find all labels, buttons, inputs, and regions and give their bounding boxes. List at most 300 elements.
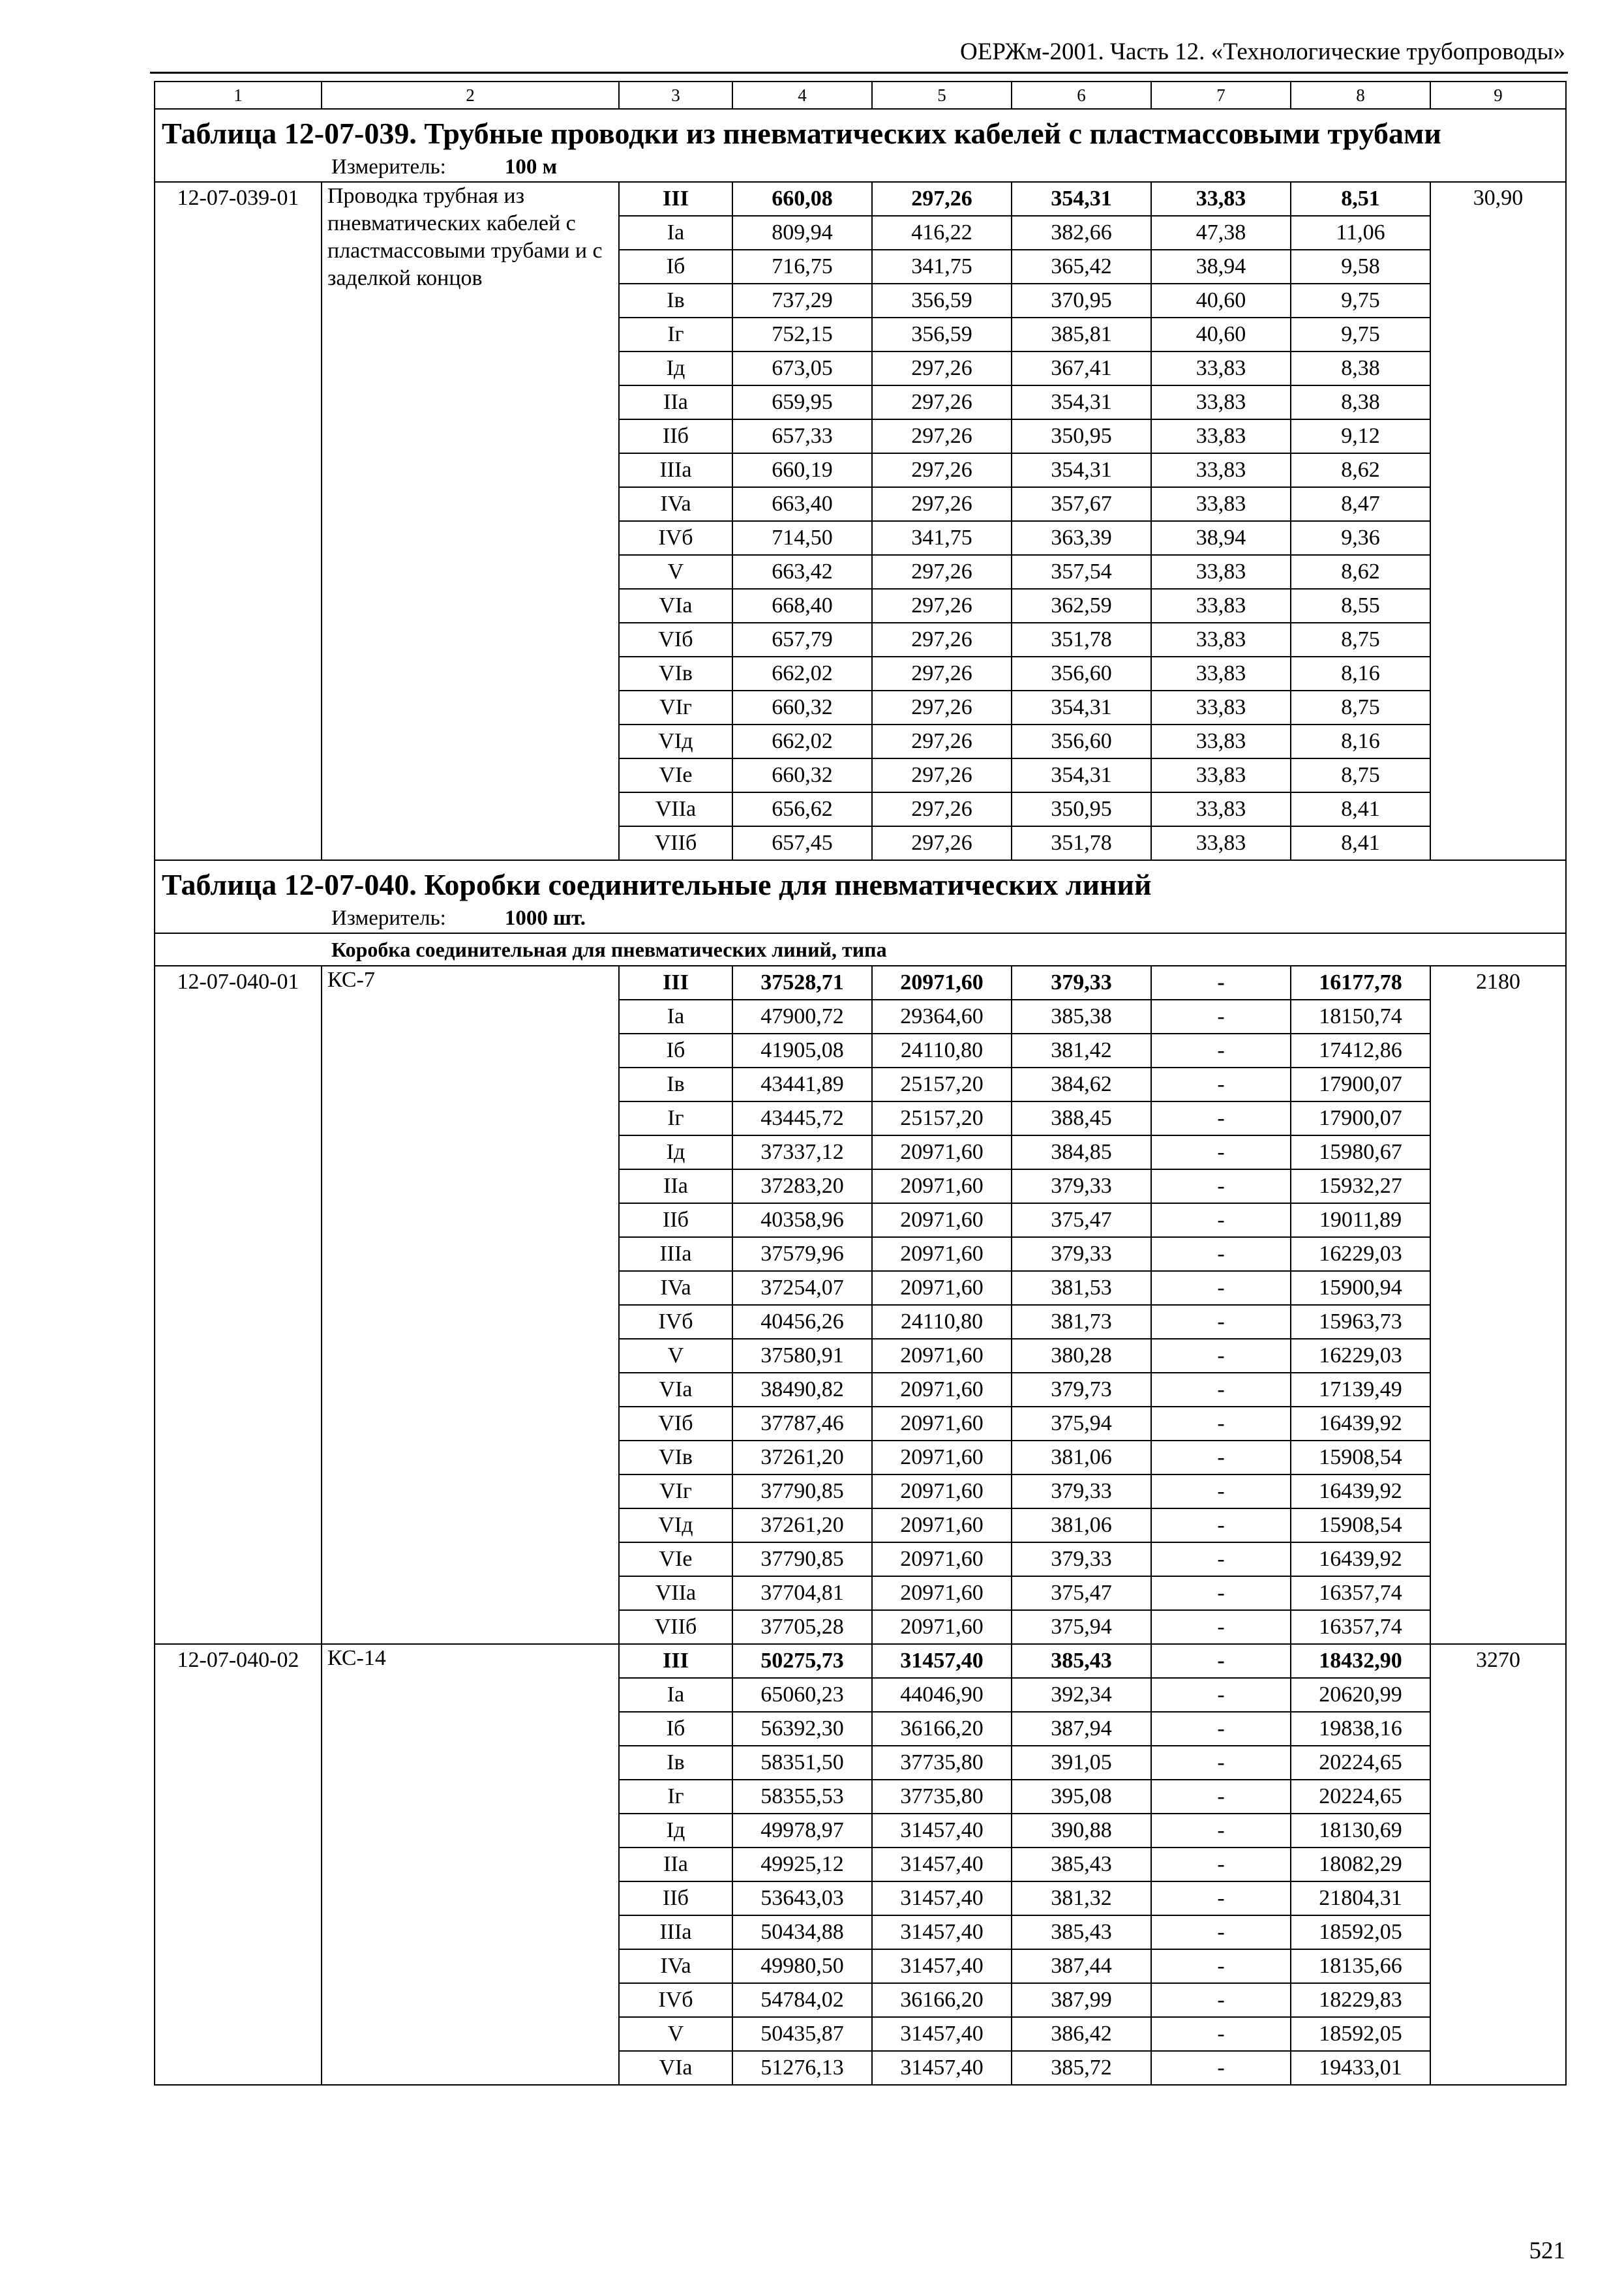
column-numbers-row (155, 82, 1566, 109)
table-cell: 297,26 (872, 419, 1012, 453)
table-cell: - (1151, 1848, 1291, 1881)
table-cell: - (1151, 1508, 1291, 1542)
page-number: 521 (1529, 2237, 1565, 2264)
table-cell: - (1151, 1983, 1291, 2017)
table-cell: 31457,40 (872, 1881, 1012, 1915)
table-cell: 33,83 (1151, 589, 1291, 623)
table-cell: VIв (619, 657, 732, 691)
table-cell: 668,40 (732, 589, 872, 623)
table-cell: 20971,60 (872, 1542, 1012, 1576)
table-cell: 657,45 (732, 826, 872, 860)
table-cell: VIд (619, 1508, 732, 1542)
table-cell: - (1151, 1169, 1291, 1203)
table-cell: 8,38 (1291, 385, 1430, 419)
table-cell: 25157,20 (872, 1101, 1012, 1135)
table-cell: 297,26 (872, 691, 1012, 725)
table-cell: 37283,20 (732, 1169, 872, 1203)
table-cell: - (1151, 1101, 1291, 1135)
table-cell: VIa (619, 1373, 732, 1407)
table-title-row (155, 860, 1566, 904)
table-cell: 18229,83 (1291, 1983, 1430, 2017)
table-cell: 20620,99 (1291, 1678, 1430, 1712)
table-cell: 16357,74 (1291, 1610, 1430, 1644)
table-cell: 16229,03 (1291, 1237, 1430, 1271)
table-cell: IIa (619, 385, 732, 419)
table-cell: Iв (619, 284, 732, 318)
table-cell: 385,43 (1012, 1848, 1151, 1881)
table-cell: 19838,16 (1291, 1712, 1430, 1746)
table-cell: Iб (619, 250, 732, 284)
table-cell: 384,85 (1012, 1135, 1151, 1169)
table-cell: 8,75 (1291, 623, 1430, 657)
table-cell: 350,95 (1012, 792, 1151, 826)
table-cell: 381,73 (1012, 1305, 1151, 1339)
table-cell: 20971,60 (872, 1271, 1012, 1305)
table-cell: 21804,31 (1291, 1881, 1430, 1915)
table-cell: 40456,26 (732, 1305, 872, 1339)
table-cell: Iв (619, 1746, 732, 1780)
table-cell: 18135,66 (1291, 1949, 1430, 1983)
table-cell: 37735,80 (872, 1746, 1012, 1780)
table-cell: 357,54 (1012, 555, 1151, 589)
table-cell: 382,66 (1012, 216, 1151, 250)
table-cell: Iд (619, 352, 732, 385)
group-label: Коробка соединительная для пневматических линий, типа (155, 933, 1566, 966)
table-cell: 416,22 (872, 216, 1012, 250)
table-cell: 8,55 (1291, 589, 1430, 623)
table-cell: 381,42 (1012, 1034, 1151, 1068)
unit-label: Измеритель: (331, 906, 446, 930)
rate-code: 12-07-039-01 (155, 182, 322, 860)
table-cell: 297,26 (872, 758, 1012, 792)
table-cell: 11,06 (1291, 216, 1430, 250)
table-cell: Iб (619, 1034, 732, 1068)
rate-name: КС-7 (322, 966, 619, 1644)
table-cell: 16439,92 (1291, 1542, 1430, 1576)
rate-name: Проводка трубная из пневматических кабелей с пластмассовыми трубами и с заделкой концов (322, 182, 619, 860)
table-cell: 29364,60 (872, 1000, 1012, 1034)
table-cell: 50434,88 (732, 1915, 872, 1949)
table-cell: IIб (619, 1203, 732, 1237)
table-cell: IVa (619, 1949, 732, 1983)
table-cell: 24110,80 (872, 1034, 1012, 1068)
table-cell: 379,33 (1012, 1169, 1151, 1203)
table-cell: 9,75 (1291, 318, 1430, 352)
table-cell: IIa (619, 1848, 732, 1881)
table-cell: 663,40 (732, 487, 872, 521)
table-cell: 20971,60 (872, 1339, 1012, 1373)
table-cell: 297,26 (872, 352, 1012, 385)
table-cell: VIIa (619, 1576, 732, 1610)
table-cell: 20971,60 (872, 1576, 1012, 1610)
table-cell: VIe (619, 758, 732, 792)
table-cell: 380,28 (1012, 1339, 1151, 1373)
table-cell: 20971,60 (872, 1135, 1012, 1169)
table-cell: 370,95 (1012, 284, 1151, 318)
table-cell: 15980,67 (1291, 1135, 1430, 1169)
table-cell: 41905,08 (732, 1034, 872, 1068)
table-cell: 37580,91 (732, 1339, 872, 1373)
table-cell: 65060,23 (732, 1678, 872, 1712)
table-cell: 385,43 (1012, 1915, 1151, 1949)
column-number: 4 (732, 82, 872, 109)
table-cell: 8,75 (1291, 691, 1430, 725)
table-cell: 18432,90 (1291, 1644, 1430, 1678)
table-cell: Iг (619, 1780, 732, 1814)
table-cell: - (1151, 1576, 1291, 1610)
table-cell: 31457,40 (872, 1949, 1012, 1983)
table-cell: 8,62 (1291, 555, 1430, 589)
table-cell: - (1151, 1339, 1291, 1373)
table-cell: 737,29 (732, 284, 872, 318)
table-cell: 33,83 (1151, 419, 1291, 453)
table-cell: IIa (619, 1169, 732, 1203)
table-cell: IVб (619, 1305, 732, 1339)
table-cell: III (619, 966, 732, 1000)
table-cell: Iб (619, 1712, 732, 1746)
table-cell: 15963,73 (1291, 1305, 1430, 1339)
table-cell: 18592,05 (1291, 2017, 1430, 2051)
table-row (155, 1644, 1566, 1678)
table-cell: - (1151, 1678, 1291, 1712)
table-cell: 20971,60 (872, 1237, 1012, 1271)
table-cell: 53643,03 (732, 1881, 872, 1915)
table-cell: 33,83 (1151, 826, 1291, 860)
table-cell: 387,99 (1012, 1983, 1151, 2017)
table-title-row (155, 109, 1566, 153)
table-cell: 58351,50 (732, 1746, 872, 1780)
table-cell: 809,94 (732, 216, 872, 250)
table-cell: VIa (619, 2051, 732, 2085)
table-cell: - (1151, 1780, 1291, 1814)
table-cell: 43445,72 (732, 1101, 872, 1135)
table-cell: 660,08 (732, 182, 872, 216)
table-cell: 379,73 (1012, 1373, 1151, 1407)
column-number: 8 (1291, 82, 1430, 109)
table-cell: 25157,20 (872, 1068, 1012, 1101)
table-cell: - (1151, 1000, 1291, 1034)
table-cell: 392,34 (1012, 1678, 1151, 1712)
header-rule (150, 72, 1568, 74)
table-cell: 395,08 (1012, 1780, 1151, 1814)
table-cell: - (1151, 1135, 1291, 1169)
table-cell: 19433,01 (1291, 2051, 1430, 2085)
table-cell: 37790,85 (732, 1474, 872, 1508)
table-cell: VIIб (619, 826, 732, 860)
table-cell: 31457,40 (872, 1814, 1012, 1848)
table-cell: 56392,30 (732, 1712, 872, 1746)
table-cell: 20971,60 (872, 1610, 1012, 1644)
table-cell: 714,50 (732, 521, 872, 555)
table-cell: 657,79 (732, 623, 872, 657)
rates-table (154, 81, 1567, 2086)
table-cell: 31457,40 (872, 2017, 1012, 2051)
table-cell: 656,62 (732, 792, 872, 826)
table-cell: 20971,60 (872, 1203, 1012, 1237)
table-cell: 17412,86 (1291, 1034, 1430, 1068)
table-cell: 31457,40 (872, 1644, 1012, 1678)
table-cell: 17900,07 (1291, 1101, 1430, 1135)
table-cell: 354,31 (1012, 385, 1151, 419)
table-cell: 297,26 (872, 385, 1012, 419)
table-cell: 19011,89 (1291, 1203, 1430, 1237)
table-cell: 37704,81 (732, 1576, 872, 1610)
table-cell: IIб (619, 1881, 732, 1915)
table-cell: - (1151, 2017, 1291, 2051)
table-cell: 381,53 (1012, 1271, 1151, 1305)
table-cell: IIб (619, 419, 732, 453)
table-cell: 20224,65 (1291, 1746, 1430, 1780)
table-cell: 660,32 (732, 758, 872, 792)
table-cell: 8,62 (1291, 453, 1430, 487)
table-cell: 363,39 (1012, 521, 1151, 555)
table-cell: 8,41 (1291, 792, 1430, 826)
table-cell: 33,83 (1151, 487, 1291, 521)
table-cell: 354,31 (1012, 758, 1151, 792)
rate-name: КС-14 (322, 1644, 619, 2085)
table-cell: 33,83 (1151, 385, 1291, 419)
unit-line (155, 904, 1566, 933)
table-cell: Iд (619, 1814, 732, 1848)
table-cell: 379,33 (1012, 1542, 1151, 1576)
table-cell: VIб (619, 623, 732, 657)
table-cell: 20971,60 (872, 1508, 1012, 1542)
table-cell: 20971,60 (872, 966, 1012, 1000)
table-cell: 660,19 (732, 453, 872, 487)
table-cell: 33,83 (1151, 352, 1291, 385)
column-number: 3 (619, 82, 732, 109)
table-cell: 51276,13 (732, 2051, 872, 2085)
table-cell: 8,16 (1291, 657, 1430, 691)
table-cell: 297,26 (872, 555, 1012, 589)
table-cell: 660,32 (732, 691, 872, 725)
table-cell: 297,26 (872, 623, 1012, 657)
rate-last-value: 2180 (1430, 966, 1566, 1644)
table-cell: - (1151, 1441, 1291, 1474)
table-title: Таблица 12-07-039. Трубные проводки из пневматических кабелей с пластмассовыми трубами (155, 109, 1566, 153)
table-cell: 384,62 (1012, 1068, 1151, 1101)
table-cell: 297,26 (872, 487, 1012, 521)
table-cell: Ia (619, 1678, 732, 1712)
table-cell: V (619, 2017, 732, 2051)
unit-label: Измеритель: (331, 155, 446, 179)
table-cell: - (1151, 1915, 1291, 1949)
table-cell: 354,31 (1012, 182, 1151, 216)
table-cell: 49925,12 (732, 1848, 872, 1881)
table-cell: - (1151, 1474, 1291, 1508)
table-cell: 385,72 (1012, 2051, 1151, 2085)
table-cell: 40,60 (1151, 318, 1291, 352)
table-cell: Ia (619, 1000, 732, 1034)
table-cell: 36166,20 (872, 1983, 1012, 2017)
table-cell: 15932,27 (1291, 1169, 1430, 1203)
table-cell: III (619, 1644, 732, 1678)
table-cell: 40,60 (1151, 284, 1291, 318)
table-cell: 36166,20 (872, 1712, 1012, 1746)
table-cell: 50275,73 (732, 1644, 872, 1678)
group-row (155, 933, 1566, 966)
table-cell: IVб (619, 521, 732, 555)
table-cell: 33,83 (1151, 691, 1291, 725)
table-cell: 18082,29 (1291, 1848, 1430, 1881)
table-cell: 356,60 (1012, 725, 1151, 758)
column-number: 6 (1012, 82, 1151, 109)
table-cell: VIд (619, 725, 732, 758)
table-cell: 381,32 (1012, 1881, 1151, 1915)
table-cell: 33,83 (1151, 792, 1291, 826)
table-cell: 24110,80 (872, 1305, 1012, 1339)
table-cell: 37705,28 (732, 1610, 872, 1644)
table-cell: 16439,92 (1291, 1407, 1430, 1441)
table-cell: 18150,74 (1291, 1000, 1430, 1034)
table-cell: - (1151, 1881, 1291, 1915)
table-cell: 8,47 (1291, 487, 1430, 521)
table-cell: 20971,60 (872, 1441, 1012, 1474)
table-cell: 20224,65 (1291, 1780, 1430, 1814)
table-cell: 37735,80 (872, 1780, 1012, 1814)
table-cell: 18592,05 (1291, 1915, 1430, 1949)
running-header: ОЕРЖм-2001. Часть 12. «Технологические трубопроводы» (960, 38, 1565, 65)
table-cell: Iд (619, 1135, 732, 1169)
table-cell: 15900,94 (1291, 1271, 1430, 1305)
table-cell: 37261,20 (732, 1508, 872, 1542)
table-cell: IIIa (619, 453, 732, 487)
table-cell: IVб (619, 1983, 732, 2017)
table-cell: - (1151, 1814, 1291, 1848)
table-cell: 341,75 (872, 521, 1012, 555)
table-cell: 752,15 (732, 318, 872, 352)
table-cell: 385,81 (1012, 318, 1151, 352)
table-cell: 37337,12 (732, 1135, 872, 1169)
table-cell: 391,05 (1012, 1746, 1151, 1780)
table-cell: 20971,60 (872, 1474, 1012, 1508)
column-number: 1 (155, 82, 322, 109)
table-cell: 716,75 (732, 250, 872, 284)
table-cell: 58355,53 (732, 1780, 872, 1814)
table-body (155, 82, 1566, 2085)
table-cell: 662,02 (732, 657, 872, 691)
table-cell: 33,83 (1151, 725, 1291, 758)
table-cell: VIг (619, 691, 732, 725)
table-cell: 385,43 (1012, 1644, 1151, 1678)
table-cell: 38,94 (1151, 521, 1291, 555)
table-cell: 8,16 (1291, 725, 1430, 758)
table-cell: 38490,82 (732, 1373, 872, 1407)
table-cell: 15908,54 (1291, 1441, 1430, 1474)
table-cell: 351,78 (1012, 826, 1151, 860)
table-cell: - (1151, 1271, 1291, 1305)
table-cell: 20971,60 (872, 1407, 1012, 1441)
table-cell: Iв (619, 1068, 732, 1101)
table-cell: 367,41 (1012, 352, 1151, 385)
table-cell: VIг (619, 1474, 732, 1508)
table-cell: 351,78 (1012, 623, 1151, 657)
table-cell: 375,47 (1012, 1203, 1151, 1237)
table-cell: 31457,40 (872, 1915, 1012, 1949)
table-cell: 385,38 (1012, 1000, 1151, 1034)
table-cell: 388,45 (1012, 1101, 1151, 1135)
rate-code: 12-07-040-02 (155, 1644, 322, 2085)
table-cell: - (1151, 1949, 1291, 1983)
table-cell: VIIб (619, 1610, 732, 1644)
table-cell: 8,51 (1291, 182, 1430, 216)
table-cell: 31457,40 (872, 2051, 1012, 2085)
table-cell: - (1151, 966, 1291, 1000)
table-cell: - (1151, 1034, 1291, 1068)
table-cell: 297,26 (872, 826, 1012, 860)
table-cell: 356,59 (872, 318, 1012, 352)
table-cell: 297,26 (872, 657, 1012, 691)
column-number: 5 (872, 82, 1012, 109)
table-cell: VIб (619, 1407, 732, 1441)
table-cell: 8,41 (1291, 826, 1430, 860)
table-cell: 375,94 (1012, 1407, 1151, 1441)
table-cell: 50435,87 (732, 2017, 872, 2051)
table-cell: 379,33 (1012, 1237, 1151, 1271)
table-cell: 375,47 (1012, 1576, 1151, 1610)
table-cell: 37579,96 (732, 1237, 872, 1271)
table-cell: 37790,85 (732, 1542, 872, 1576)
table-cell: III (619, 182, 732, 216)
table-cell: 8,38 (1291, 352, 1430, 385)
table-cell: 9,36 (1291, 521, 1430, 555)
table-cell: 659,95 (732, 385, 872, 419)
table-cell: 357,67 (1012, 487, 1151, 521)
table-cell: 18130,69 (1291, 1814, 1430, 1848)
table-cell: - (1151, 1746, 1291, 1780)
table-cell: Ia (619, 216, 732, 250)
table-cell: 43441,89 (732, 1068, 872, 1101)
table-cell: - (1151, 2051, 1291, 2085)
table-cell: 16357,74 (1291, 1576, 1430, 1610)
table-cell: 350,95 (1012, 419, 1151, 453)
table-cell: VIв (619, 1441, 732, 1474)
rate-last-value: 3270 (1430, 1644, 1566, 2085)
table-cell: IVa (619, 487, 732, 521)
table-cell: 356,59 (872, 284, 1012, 318)
table-cell: 47900,72 (732, 1000, 872, 1034)
table-cell: VIIa (619, 792, 732, 826)
table-cell: 9,75 (1291, 284, 1430, 318)
table-cell: V (619, 555, 732, 589)
table-cell: 381,06 (1012, 1441, 1151, 1474)
table-cell: 354,31 (1012, 453, 1151, 487)
rate-code: 12-07-040-01 (155, 966, 322, 1644)
table-cell: 44046,90 (872, 1678, 1012, 1712)
unit-line (155, 153, 1566, 182)
table-row (155, 182, 1566, 216)
table-cell: - (1151, 1203, 1291, 1237)
unit-value: 1000 шт. (504, 906, 586, 930)
table-cell: Iг (619, 318, 732, 352)
table-cell: 40358,96 (732, 1203, 872, 1237)
rate-last-value: 30,90 (1430, 182, 1566, 860)
table-cell: 54784,02 (732, 1983, 872, 2017)
unit-row (155, 153, 1566, 182)
table-cell: 33,83 (1151, 555, 1291, 589)
table-cell: 33,83 (1151, 657, 1291, 691)
table-cell: 362,59 (1012, 589, 1151, 623)
table-cell: 49980,50 (732, 1949, 872, 1983)
table-cell: 15908,54 (1291, 1508, 1430, 1542)
table-cell: 354,31 (1012, 691, 1151, 725)
table-cell: 16177,78 (1291, 966, 1430, 1000)
table-cell: 33,83 (1151, 758, 1291, 792)
table-cell: 33,83 (1151, 182, 1291, 216)
table-cell: 37254,07 (732, 1271, 872, 1305)
table-cell: 49978,97 (732, 1814, 872, 1848)
table-cell: 297,26 (872, 453, 1012, 487)
